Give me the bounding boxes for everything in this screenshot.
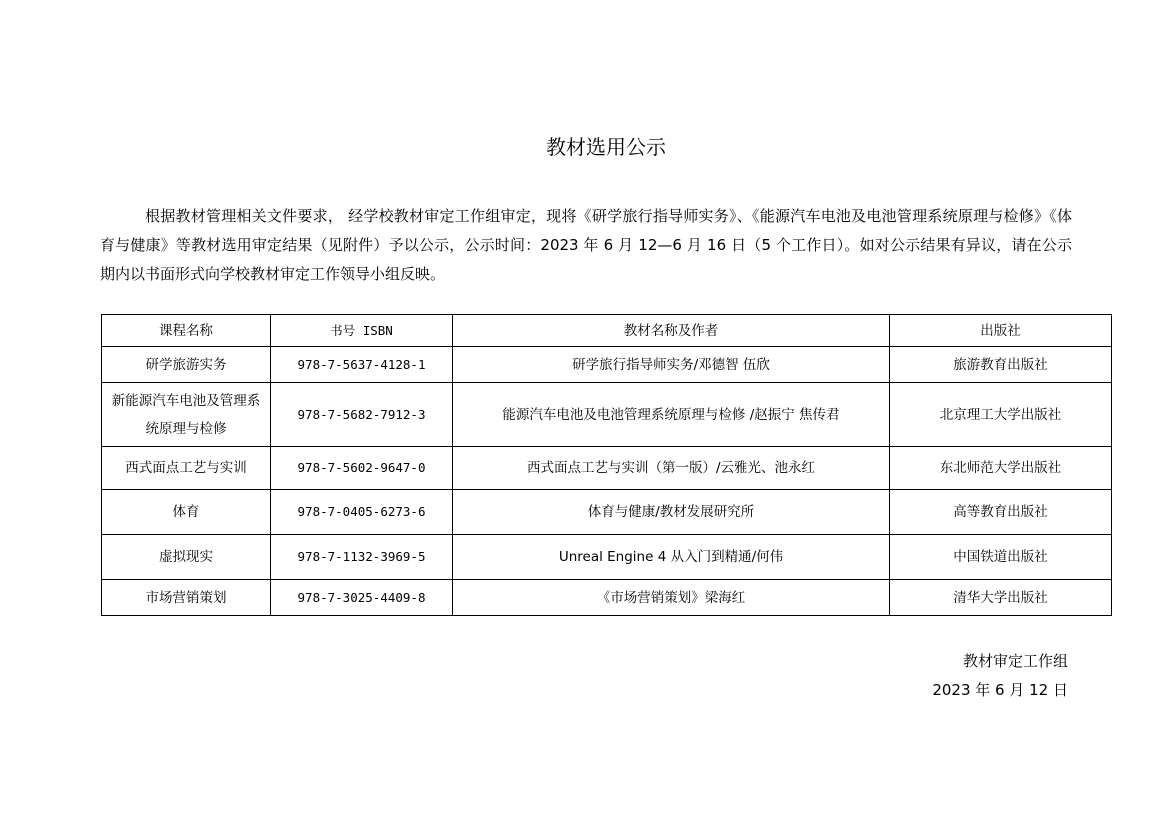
course-cell: 虚拟现实 — [102, 535, 271, 580]
isbn-cell: 978-7-3025-4409-8 — [271, 580, 453, 616]
table-row — [102, 383, 1112, 447]
isbn-cell: 978-7-5682-7912-3 — [271, 383, 453, 447]
publisher-cell: 清华大学出版社 — [890, 580, 1112, 616]
table-row — [102, 447, 1112, 490]
course-cell: 西式面点工艺与实训 — [102, 447, 271, 490]
table-row — [102, 490, 1112, 535]
book-cell: 能源汽车电池及电池管理系统原理与检修 /赵振宁 焦传君 — [453, 383, 890, 447]
header-book: 教材名称及作者 — [453, 315, 890, 347]
publisher-cell: 高等教育出版社 — [890, 490, 1112, 535]
book-cell: 《市场营销策划》梁海红 — [453, 580, 890, 616]
table-header-row — [102, 315, 1112, 347]
isbn-cell: 978-7-5637-4128-1 — [271, 347, 453, 383]
header-publisher: 出版社 — [890, 315, 1112, 347]
course-cell: 研学旅游实务 — [102, 347, 271, 383]
textbook-table — [101, 314, 1112, 616]
publisher-cell: 旅游教育出版社 — [890, 347, 1112, 383]
signature-org: 教材审定工作组 — [962, 652, 1068, 670]
book-cell: Unreal Engine 4 从入门到精通/何伟 — [453, 535, 890, 580]
book-cell: 西式面点工艺与实训（第一版）/云雅光、池永红 — [453, 447, 890, 490]
notice-paragraph: 根据教材管理相关文件要求， 经学校教材审定工作组审定，现将《研学旅行指导师实务》、《能源汽车电池及电池管理系统原理与检修》《体育与健康》等教材选用审定结果（见附件）予以公示，公示时间：2023 年 6 月 12—6 月 16 日（5 个工作日）。如对公示结果有异议，请在公示期内以书面形式向学校教材审定工作领导小组反映。 — [100, 207, 1072, 283]
publisher-cell: 北京理工大学出版社 — [890, 383, 1112, 447]
book-cell: 体育与健康/教材发展研究所 — [453, 490, 890, 535]
table-row — [102, 347, 1112, 383]
course-cell: 市场营销策划 — [102, 580, 271, 616]
table-row — [102, 535, 1112, 580]
book-cell: 研学旅行指导师实务/邓德智 伍欣 — [453, 347, 890, 383]
document-title: 教材选用公示 — [546, 135, 666, 159]
table-row — [102, 580, 1112, 616]
header-course: 课程名称 — [102, 315, 271, 347]
course-cell: 体育 — [102, 490, 271, 535]
publisher-cell: 东北师范大学出版社 — [890, 447, 1112, 490]
publisher-cell: 中国铁道出版社 — [890, 535, 1112, 580]
course-cell: 新能源汽车电池及管理系统原理与检修 — [102, 383, 271, 447]
header-isbn: 书号 ISBN — [271, 315, 453, 347]
isbn-cell: 978-7-5602-9647-0 — [271, 447, 453, 490]
isbn-cell: 978-7-1132-3969-5 — [271, 535, 453, 580]
signature-date: 2023 年 6 月 12 日 — [932, 681, 1068, 699]
isbn-cell: 978-7-0405-6273-6 — [271, 490, 453, 535]
